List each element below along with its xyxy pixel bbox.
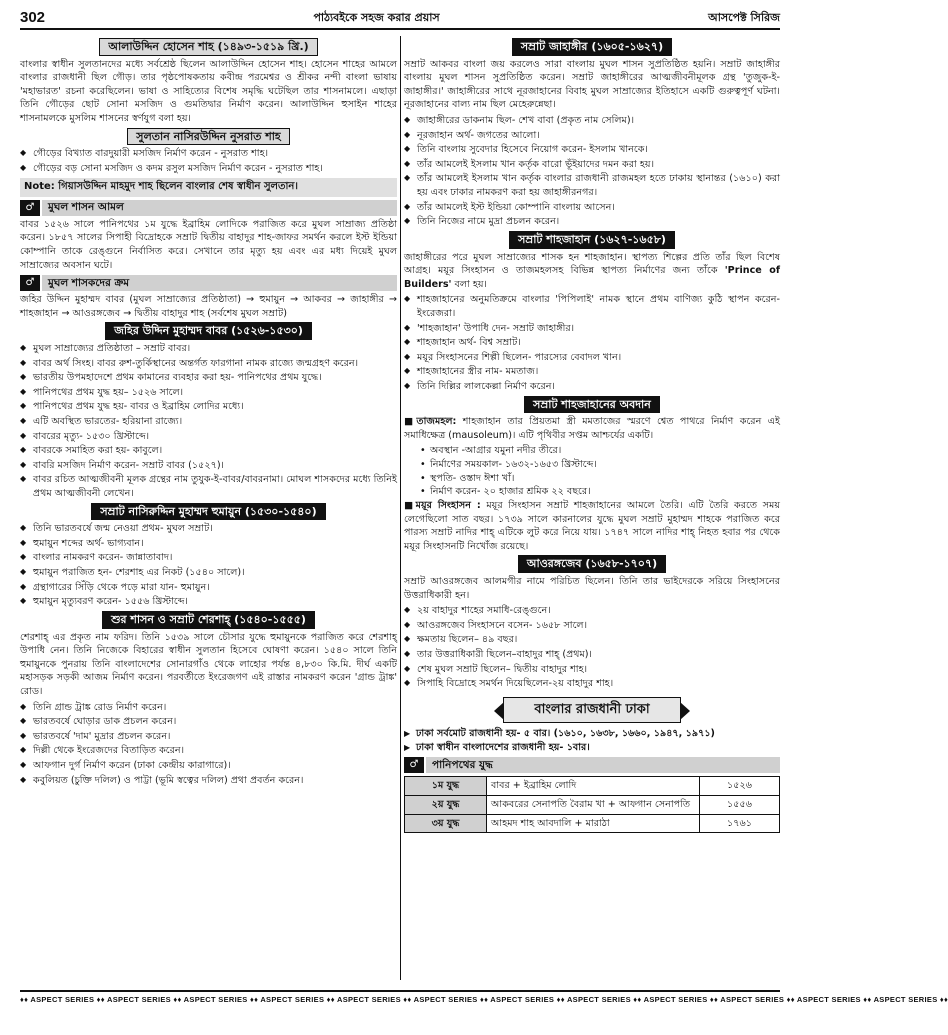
mughal-order-text: জহির উদ্দিন মুহাম্মদ বাবর (মুঘল সাম্রাজ্যের প্রতিষ্ঠাতা) → হুমায়ুন → আকবর → জাহাঙ্গীর → শাহজাহান → আওরঙ্গজেব → দ্বিতীয় বাহাদুর শাহ (সর্বশেষ মুঘল সম্রাট) [20,294,397,319]
section-title-aurangzeb: আওরঙ্গজেব (১৬৫৮-১৭০৭) [404,555,780,573]
aurangzeb-text: সম্রাট আওরঙ্গজেব আলমগীর নামে পরিচিত ছিলেন। তিনি তার ভাইদেরকে সরিয়ে সিংহাসনের উত্তরাধিকারী হন। [404,575,780,601]
list-item: ◆ বাবর অর্থ সিংহ। বাবর রুশ-তুর্কিস্থানের অন্তর্গত ফারগানা নামক রাজ্যে জন্মগ্রহণ করেন। [20,357,397,371]
capital-banner: বাংলার রাজধানী ঢাকা [404,697,780,723]
list-item: ◆ গৌড়ের বড় সোনা মসজিদ ও কদম রসুল মসজিদ নির্মাণ করেন - নুসরাত শাহ। [20,162,397,176]
list-item: • অবস্থান -আগ্রার যমুনা নদীর তীরে। [420,444,780,458]
panipath-table [404,776,780,833]
aurangzeb-list [404,604,780,691]
capital-list [404,727,780,754]
section-head-mughal-rule: ♂ মুঘল শাসন আমল [20,200,397,216]
list-item: ◆ শেষ মুঘল সম্রাট ছিলেন– দ্বিতীয় বাহাদুর শাহ। [404,663,780,677]
list-item: • নির্মাণের সময়কাল- ১৬৩২-১৬৫৩ খ্রিস্টাব্দে। [420,458,780,472]
page-header [20,8,780,30]
table-row: ১ম যুদ্ধ বাবর + ইব্রাহিম লোদি ১৫২৬ [405,777,780,796]
list-item: ◆ শাহজাহান অর্থ- বিশ্ব সম্রাট। [404,336,780,350]
right-column [404,36,780,980]
list-item: ◆ বাবর রচিত আত্মজীবনী মূলক গ্রন্থের নাম তুযুক-ই-বাবর/বাবরনামা। মোঘল শাসকদের মধ্যে তিনিই প্রথম আত্মজীবনী লেখেন। [20,473,397,500]
table-row: ৩য় যুদ্ধ আহমদ শাহ আবদালি + মারাঠা ১৭৬১ [405,814,780,833]
list-item: ◆ তিনি গ্রান্ড ট্রাঙ্ক রোড নির্মাণ করেন। [20,701,397,715]
shahjahan-list [404,293,780,393]
mughal-rule-text: বাবর ১৫২৬ সালে পানিপথের ১ম যুদ্ধে ইব্রাহিম লোদিকে পরাজিত করে মুঘল সাম্রাজ্য প্রতিষ্ঠা করেন। ১৮৫৭ সালের সিপাহী বিদ্রোহকে সম্রাট দ্বিতীয় বাহাদুর শাহ-জাফর সমর্থন করলে ইস্ট ইন্ডিয়া কোম্পানি তাকে রেঙ্গুনে নির্বাসিত করে। সেখানে তার মৃত্যু হয় এবং এর মধ্য দিয়েই মুঘল সাম্রাজ্যের অবসান ঘটে। [20,218,397,271]
list-item: ◆ ক্ষমতায় ছিলেন– ৪৯ বছর। [404,633,780,647]
jahangir-text: সম্রাট আকবর বাংলা জয় করলেও সারা বাংলায় মুঘল শাসন সুপ্রতিষ্ঠিত হয়নি। সম্রাট জাহাঙ্গীর বাংলায় মুঘল শাসন সুপ্রতিষ্ঠিত করেন। সম্রাট জাহাঙ্গীরের আত্মজীবনীমূলক গ্রন্থ 'তুজুক-ই-জাহাঙ্গীর।' জাহাঙ্গীরের সাথে নূরজাহানের বিবাহ মুঘল সাম্রাজ্যের ইতিহাসে একটি গুরুত্বপূর্ণ ঘটনা। নূরজাহানের বাল্য নাম ছিল মেহেরুন্নেছা। [404,58,780,111]
jahangir-list [404,114,780,229]
section-head-mughal-order: ♂ মুঘল শাসকদের ক্রম [20,275,397,291]
section-title-contribution: সম্রাট শাহজাহানের অবদান [404,396,780,414]
list-item: ◆ সিপাহি বিদ্রোহে সমর্থন দিয়েছিলেন-২য় বাহাদুর শাহ। [404,677,780,691]
left-column [20,36,397,980]
list-item: ◆ তিনি ভারতবর্ষে জন্ম নেওয়া প্রথম- মুঘল সম্রাট। [20,522,397,536]
series-name: আসপেক্ট সিরিজ [708,11,780,25]
humayun-list [20,522,397,609]
page-number: 302 [20,9,46,27]
list-item: ▶ ঢাকা স্বাধীন বাংলাদেশের রাজধানী হয়- ১বার। [404,741,780,755]
section-head-panipath: ♂ পানিপথের যুদ্ধ [404,757,780,773]
peacock-throne-text: ■ ময়ূর সিংহাসন : ময়ূর সিংহাসন সম্রাট শাহজাহানের আমলে তৈরি। এটি তৈরি করতে সময় লেগেছিলো সাত বছর। ১৭৩৯ সালে কারনালের যুদ্ধে মুঘল সম্রাট মুহাম্মদ শাহকে পরাজিত করে পারস্য সম্রাট নাদির শাহ্‌ এটিকে লুট করে নিয়ে যায়। ১৭৪৭ সালে নাদির শাহ্‌ নিহত হবার পর থেকে ময়ূর সিংহাসনটি নিখোঁজ রয়েছে। [404,499,780,553]
list-item: ◆ বাংলার নামকরণ করেন- জান্নাতাবাদ। [20,551,397,565]
list-item: • নির্মাণ করেন- ২০ হাজার শ্রমিক ২২ বছরে। [420,485,780,499]
taj-list [404,444,780,498]
list-item: ◆ তিনি বাংলায় সুবেদার হিসেবে নিয়োগ করেন- ইসলাম খানকে। [404,143,780,157]
list-item: ◆ হুমায়ুন মৃত্যুবরণ করেন- ১৫৫৬ খ্রিস্টাব্দে। [20,595,397,609]
list-item: ◆ পানিপথের প্রথম যুদ্ধ হয়- বাবর ও ইব্রাহিম লোদির মধ্যে। [20,400,397,414]
list-item: ◆ হুমায়ুন পরাজিত হন- শেরশাহ এর নিকট (১৫৪০ সালে)। [20,566,397,580]
section-title-sher-shah: শুর শাসন ও সম্রাট শেরশাহ্‌ (১৫৪০-১৫৫৫) [20,611,397,629]
list-item: ◆ গৌড়ের বিখ্যাত বারদুয়ারী মসজিদ নির্মাণ করেন - নুসরাত শাহ। [20,147,397,161]
alauddin-text: বাংলার স্বাধীন সুলতানদের মধ্যে সর্বশ্রেষ্ঠ ছিলেন আলাউদ্দিন হোসেন শাহ। হোসেন শাহের আমলে বাংলার রাজধানী ছিল গৌড়। তার পৃষ্ঠপোষকতায় কবীন্দ্র পরমেশ্বর ও শ্রীকর নন্দী বাংলা ভাষায় 'মহাভারত' রচনা করেছিলেন। ভাষা ও সাহিত্যের বিশেষ সমৃদ্ধি ঘটেছিল তার শাসনামলে। এছাড়া তিনি গৌড়ের ছোট সোনা মসজিদ ও গুমতিদ্বার নির্মাণ করেন। আলাউদ্দিন হুসাইন শাহের শাসনামলকে মুসলিম শাসনের স্বর্ণযুগ বলা হয়। [20,58,397,125]
bookmark-icon: ♂ [20,275,40,291]
bookmark-icon: ♂ [20,200,40,216]
list-item: ◆ হুমায়ুন শব্দের অর্থ- ভাগ্যবান। [20,537,397,551]
sher-shah-list [20,701,397,788]
list-item: ◆ আফগান দুর্গ নির্মাণ করেন (ঢাকা কেন্দ্রীয় কারাগারে)। [20,759,397,773]
list-item: ◆ 'শাহজাহান' উপাধি দেন- সম্রাট জাহাঙ্গীর। [404,322,780,336]
note-box: Note: গিয়াসউদ্দিন মাহমুদ শাহ ছিলেন বাংলার শেষ স্বাধীন সুলতান। [20,178,397,196]
list-item: ◆ এটি অবস্থিত ভারতের- হরিয়ানা রাজ্যে। [20,415,397,429]
list-item: ◆ দিল্লী থেকে ইংরেজদের বিতাড়িত করেন। [20,744,397,758]
taj-mahal-head: ■ তাজমহল: [404,416,456,427]
list-item: ◆ কবুলিয়ত (চুক্তি দলিল) ও পাট্টা (ভূমি স্বত্বের দলিল) প্রথা প্রবর্তন করেন। [20,774,397,788]
sher-shah-text: শেরশাহ্‌ এর প্রকৃত নাম ফরিদ। তিনি ১৫৩৯ সালে চৌসার যুদ্ধে হুমায়ুনকে পরাজিত করে শেরশাহ্‌ উপাধি নেন। তিনি নিজেকে বিহারের স্বাধীন সুলতান হিসেবে ঘোষণা করেন। ১৫৪০ সালে তিনি হুমায়ুনকে পুনরায় তিনি বাংলাদেশের সোনারগাঁও থেকে লাহোর পর্যন্ত ৪,৮৩০ কি.মি. দীর্ঘ একটি মহাসড়ক সড়কী আজম নির্মাণ করেন। পরবর্তীতে ইংরেজগণ এই রাস্তার নামকরণ করেন 'গ্রান্ড ট্রাঙ্ক' রোড। [20,631,397,697]
list-item: ◆ গ্রন্থাগারের সিঁড়ি থেকে পড়ে মারা যান- হুমায়ুন। [20,581,397,595]
list-item: ◆ বাবরি মসজিদ নির্মাণ করেন- সম্রাট বাবর (১৫২৭)। [20,459,397,473]
list-item: ◆ আওরঙ্গজেব সিংহাসনে বসেন- ১৬৫৮ সালে। [404,619,780,633]
table-row: ২য় যুদ্ধ আকবরের সেনাপতি বৈরাম খা + আফগান সেনাপতি ১৫৫৬ [405,796,780,815]
list-item: ◆ শাহজাহানের স্ত্রীর নাম- মমতাজ। [404,365,780,379]
list-item: ◆ মুঘল সাম্রাজ্যের প্রতিষ্ঠাতা – সম্রাট বাবর। [20,342,397,356]
list-item: ◆ শাহজাহানের অনুমতিক্রমে বাংলার 'পিপিলাই' নামক স্থানে প্রথম বাণিজ্য কুঠি স্থাপন করেন- ইংরেজরা। [404,293,780,320]
nusrat-list [20,147,397,175]
section-title-alauddin: আলাউদ্দিন হোসেন শাহ (১৪৯৩-১৫১৯ খ্রি.) [20,38,397,56]
list-item: ◆ ভারতবর্ষে ঘোড়ার ডাক প্রচলন করেন। [20,715,397,729]
section-title-babur: জহির উদ্দিন মুহাম্মদ বাবর (১৫২৬-১৫৩০) [20,322,397,340]
shahjahan-text: জাহাঙ্গীরের পরে মুঘল সাম্রাজ্যের শাসক হন শাহজাহান। স্থাপত্য শিল্পের প্রতি তাঁর ছিল বিশেষ আগ্রহ। ময়ূর সিংহাসন ও তাজমহলসহ বিভিন্ন স্থাপত্য নির্মাণের জন্য তাঁকে 'Prince of Builders' বলা হয়। [404,251,780,290]
list-item: • স্থপতি- ওস্তাদ ঈশা খাঁ। [420,472,780,486]
list-item: ◆ তিনি দিল্লির লালকেল্লা নির্মাণ করেন। [404,380,780,394]
list-item: ◆ নূরজাহান অর্থ- জগতের আলো। [404,129,780,143]
bookmark-icon: ♂ [404,757,424,773]
header-tagline: পাঠ্যবইকে সহজ করার প্রয়াস [313,11,440,25]
prince-of-builders: 'Prince of Builders' [404,265,780,290]
list-item: ◆ তাঁর আমলেই ইস্ট ইন্ডিয়া কোম্পানি বাংলায় আসেন। [404,201,780,215]
list-item: ◆ ভারতবর্ষে 'দাম' মুদ্রার প্রচলন করেন। [20,730,397,744]
list-item: ◆ তিনি নিজের নামে মুদ্রা প্রচলন করেন। [404,215,780,229]
section-title-humayun: সম্রাট নাসিরুদ্দিন মুহাম্মদ হুমায়ুন (১৫৩০-১৫৪০) [20,503,397,521]
column-divider [400,36,401,980]
list-item: ▶ ঢাকা সর্বমোট রাজধানী হয়- ৫ বার। (১৬১০, ১৬৩৮, ১৬৬০, ১৯৪৭, ১৯৭১) [404,727,780,741]
list-item: ◆ ২য় বাহাদুর শাহের সমাধি-রেঙ্গুনে। [404,604,780,618]
section-title-nusrat: সুলতান নাসিরউদ্দিন নুসরাত শাহ [20,128,397,146]
list-item: ◆ ময়ূর সিংহাসনের শিল্পী ছিলেন- পারস্যের বেবাদল খান। [404,351,780,365]
section-title-jahangir: সম্রাট জাহাঙ্গীর (১৬০৫-১৬২৭) [404,38,780,56]
list-item: ◆ ভারতীয় উপমহাদেশে প্রথম কামানের ব্যবহার করা হয়- পানিপথের প্রথম যুদ্ধে। [20,371,397,385]
list-item: ◆ তাঁর আমলেই ইসলাম খান কর্তৃক বারো ভূঁইয়াদের দমন করা হয়। [404,158,780,172]
babur-list [20,342,397,501]
list-item: ◆ বাবরের মৃত্যু- ১৫৩০ খ্রিস্টাব্দে। [20,430,397,444]
list-item: ◆ বাবরকে সমাহিত করা হয়- কাবুলে। [20,444,397,458]
peacock-throne-head: ■ ময়ূর সিংহাসন : [404,500,481,511]
list-item: ◆ তাঁর আমলেই ইসলাম খান কর্তৃক বাংলার রাজধানী রাজমহল হতে ঢাকায় স্থানান্তর (১৬১০) করা হয় এবং ঢাকার নামকরণ করা হয় জাহাঙ্গীরনগর। [404,172,780,199]
page-footer: ♦♦ ASPECT SERIES ♦♦ ASPECT SERIES ♦♦ ASPECT SERIES ♦♦ ASPECT SERIES ♦♦ ASPECT SERIES ♦♦ ASPECT SERIES ♦♦ ASPECT SERIES ♦♦ ASPECT SERIES ♦♦ ASPECT SERIES ♦♦ ASPECT SERIES ♦♦ ASPECT SERIES ♦♦ ASPECT SERIES ♦♦ [20,990,780,1008]
taj-mahal-text: ■ তাজমহল: শাহজাহান তার প্রিয়তমা স্ত্রী মমতাজের স্মরণে শ্বেত পাথরে নির্মাণ করেন এই সমাধিক্ষেত্র (mausoleum)। এটি পৃথিবীর সপ্তম আশ্চর্যের একটি। [404,415,780,442]
list-item: ◆ পানিপথের প্রথম যুদ্ধ হয়– ১৫২৬ সালে। [20,386,397,400]
list-item: ◆ তার উত্তরাধিকারী ছিলেন–বাহাদুর শাহ্‌ (প্রথম)। [404,648,780,662]
section-title-shahjahan: সম্রাট শাহজাহান (১৬২৭-১৬৫৮) [404,231,780,249]
list-item: ◆ জাহাঙ্গীরের ডাকনাম ছিল- শেখ বাবা (প্রকৃত নাম সেলিম)। [404,114,780,128]
